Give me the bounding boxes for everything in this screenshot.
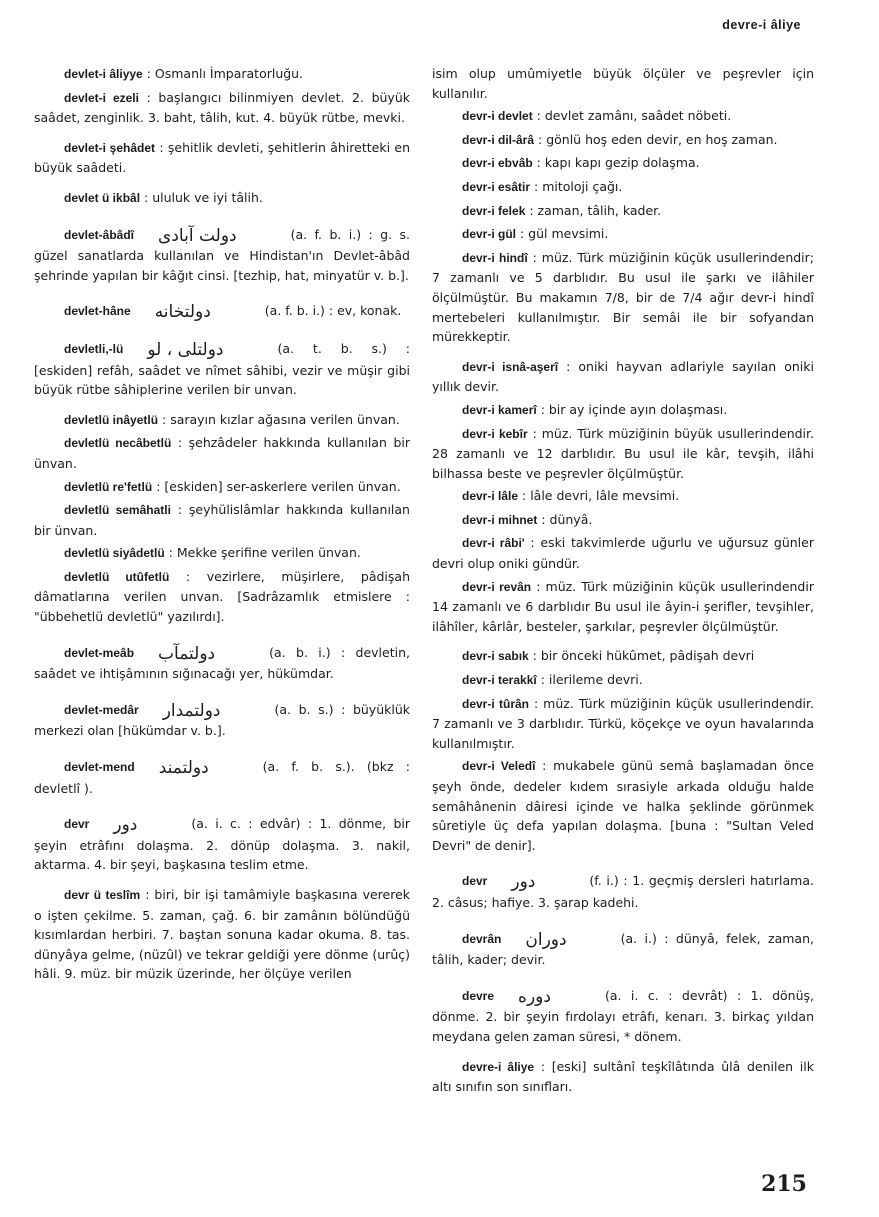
entry xyxy=(34,138,410,178)
headword: devlet-i âliyye xyxy=(64,67,143,81)
definition: (a. f. b. s.). (bkz : devletlî ). xyxy=(34,759,410,796)
headword: devletlü inâyetlü xyxy=(64,412,159,427)
headword: devr-i dil-ârâ xyxy=(462,132,535,147)
arabic-script: دوران xyxy=(525,929,567,950)
headword: devr-i felek xyxy=(462,203,526,218)
entry xyxy=(34,814,410,875)
entry xyxy=(432,201,814,222)
arabic-script: دولتمند xyxy=(158,758,209,779)
entry xyxy=(34,88,410,128)
definition: (a. f. b. i.) : g. s. güzel sanatlarda kullanılan ve Hindistan'ın Devlet-âbâd şehrinde yapılan bir kâğıt cinsi. [tezhip, hat, minyatür v. b.]. xyxy=(34,226,410,283)
definition: : eski takvimlerde uğurlu ve uğursuz günler devri olup oniki gündür. xyxy=(432,535,814,572)
headword: devr-i revân xyxy=(462,579,532,594)
entry xyxy=(432,177,814,198)
entry xyxy=(34,410,410,431)
headword: devr-i devlet xyxy=(462,109,533,124)
headword: devr-i hindî xyxy=(462,250,528,265)
entry xyxy=(432,756,814,855)
entry xyxy=(432,224,814,245)
headword: devr-i kamerî xyxy=(462,402,537,417)
definition: : mitoloji çağı. xyxy=(530,178,623,194)
arabic-script: دولتلى ، لو xyxy=(147,339,224,360)
headword: devr-i lâle xyxy=(462,489,519,504)
entry xyxy=(34,64,410,85)
definition: : müz. Türk müziğinin büyük usullerindendir. 28 zamanlı ve 12 darblıdır. Bu usul ile kâr, tevşih, ilâhi bilhassa beste ve peşrevler ölçülmüştür. xyxy=(432,425,814,481)
definition: (a. f. b. i.) : ev, konak. xyxy=(264,303,402,319)
headword: devletlü semâhatli xyxy=(64,503,171,518)
definition: : bir ay içinde ayın dolaşması. xyxy=(536,401,728,417)
entry xyxy=(432,577,814,637)
headword: devr-i ebvâb xyxy=(462,156,533,171)
definition: (f. i.) : 1. geçmiş dersleri hatırlama. 2. câsus; hafiye. 3. şarap kadehi. xyxy=(432,873,814,910)
entry xyxy=(432,486,814,507)
headword: devletli,-lü xyxy=(64,341,124,356)
headword: devr-i gül xyxy=(462,227,517,242)
definition: (a. i. c. : devrât) : 1. dönüş, dönme. 2. bir şeyin fırdolayı etrâfı, kenarı. 3. birkaç yıldan meydana gelen zaman süresi, * dönem. xyxy=(432,987,814,1044)
headword: devr-i sabık xyxy=(462,649,529,664)
headword: devr-i terakkî xyxy=(462,673,537,688)
headword: devletlü re'fetlü xyxy=(64,479,153,494)
definition: : müz. Türk müziğinin küçük usullerindendir. 7 zamanlı ve 3 darblıdır. Türkü, köçekçe ve oyun havalarında kullanılmıştır. xyxy=(432,695,814,751)
headword: devlet-mend xyxy=(64,760,135,775)
entry xyxy=(432,106,814,127)
entry xyxy=(432,670,814,691)
definition: : Mekke şerifine verilen ünvan. xyxy=(164,545,361,561)
definition: (a. t. b. s.) : [eskiden] refâh, saâdet ve nîmet sâhibi, vezir ve müşir gibi büyük rütbe sâhiplerine verilen bir unvan. xyxy=(34,340,410,398)
entry xyxy=(432,871,814,912)
entry xyxy=(34,700,410,741)
definition: : devlet zamânı, saâdet nöbeti. xyxy=(532,108,732,124)
definition: : şehitlik devleti, şehitlerin âhiretteki en büyük saâdeti. xyxy=(34,139,410,176)
definition: : Osmanlı İmparatorluğu. xyxy=(142,66,304,81)
definition: : ilerileme devri. xyxy=(536,672,643,688)
definition: : oniki hayvan adlariyle sayılan oniki yıllık devir. xyxy=(432,358,814,395)
definition: : [eski] sultânî teşkîlâtında ûlâ denilen ilk altı sınıfın son sınıfları. xyxy=(432,1058,814,1095)
entry xyxy=(34,225,410,286)
entry xyxy=(432,1057,814,1097)
headword: devlet-i ezeli xyxy=(64,90,139,105)
headword: devre-i âliye xyxy=(462,1059,535,1074)
right-column xyxy=(432,64,814,1097)
headword: devr-i Veledî xyxy=(462,759,536,774)
headword: devletlü siyâdetlü xyxy=(64,546,165,561)
running-head: devre-i âliye xyxy=(722,18,801,32)
entry xyxy=(432,510,814,531)
definition: : başlangıcı bilinmiyen devlet. 2. büyük saâdet, zenginlik. 3. baht, tâlih, kut. 4. büyük rütbe, mevki. xyxy=(34,89,410,126)
entry xyxy=(34,643,410,684)
entry xyxy=(432,357,814,397)
definition: : mukabele günü semâ başlamadan önce şeyh önde, dedeler kıdem sırasiyle arkada olduğu halde semâhânenin dâiresi içinde ve halka şeklinde görünmek sûretiyle üç defa yapılan dolaşma. [buna : "Sultan Veled Devri" de denir]. xyxy=(432,758,814,853)
arabic-script: دور xyxy=(113,815,138,836)
headword: devr ü teslîm xyxy=(64,888,141,902)
headword: devlet-i şehâdet xyxy=(64,140,156,155)
definition: (a. b. s.) : büyüklük merkezi olan [hükümdar v. b.]. xyxy=(34,701,410,739)
entry xyxy=(432,986,814,1047)
definition: : müz. Türk müziğinin küçük usullerindendir; 7 zamanlı ve 5 darblıdır. Bu usul ile şarkı ve ilâhiler ölçülmüştür. Bu makamın 7/8, bir de 7/4 ağır devr-i hindî mertebeleri kullanılmıştır. Bir semâi ile bir sofyandan mürekkeptir. xyxy=(432,249,814,345)
entry xyxy=(432,533,814,573)
headword: devlet ü ikbâl xyxy=(64,190,141,205)
definition: : [eskiden] ser-askerlere verilen ünvan. xyxy=(152,478,401,494)
entry xyxy=(432,153,814,174)
definition: (a. i.) : dünyâ, felek, zaman, tâlih, kader; devir. xyxy=(432,930,814,968)
definition: : sarayın kızlar ağasına verilen ünvan. xyxy=(158,411,400,427)
entry xyxy=(432,929,814,970)
definition: : biri, bir işi tamâmiyle başkasına vererek o işten çekilme. 5. zaman, çağ. 6. bir zamânın bölündüğü kısımlardan herbiri. 7. baştan sonuna kadar okuma. 8. tas. dünyâya gelme, (nüzûl) ve tekrar geldiği yere dönme (urûç) hâli. 9. müz. bir müzik üzerinde, her ölçüye verilen xyxy=(34,887,411,982)
continuation-text: isim olup umûmiyetle büyük ölçüler ve peşrevler için kullanılır. xyxy=(432,66,814,101)
headword: devlet-âbâdî xyxy=(64,227,135,242)
entry xyxy=(34,500,410,540)
entry xyxy=(34,543,410,564)
headword: devlet-hâne xyxy=(64,304,131,319)
entry xyxy=(34,188,410,209)
headword: devr-i tûrân xyxy=(462,696,530,711)
headword: devlet-meâb xyxy=(64,645,135,660)
entry xyxy=(432,130,814,151)
definition: : vezirlere, müşirlere, pâdişah dâmatlarına verilen unvan. [Sadrâzamlık etmislere : "übbehetlü devletlü" yazılırdı]. xyxy=(34,568,410,625)
headword: devre xyxy=(462,988,495,1003)
arabic-script: دولتمدار xyxy=(162,700,221,721)
definition: : zaman, tâlih, kader. xyxy=(525,202,662,218)
left-column xyxy=(34,64,410,984)
headword: devr xyxy=(64,817,90,832)
headword: devr-i mihnet xyxy=(462,512,538,527)
definition: : lâle devri, lâle mevsimi. xyxy=(518,488,680,504)
definition: : gül mevsimi. xyxy=(516,226,609,242)
entry xyxy=(34,757,410,798)
definition: : ululuk ve iyi tâlih. xyxy=(140,189,263,205)
entry xyxy=(34,339,410,400)
entry xyxy=(432,646,814,667)
definition: (a. i. c. : edvâr) : 1. dönme, bir şeyin etrâfını dolaşma. 2. dönüp dolaşma. 3. nakil, aktarma. 4. bir şeyi, başkasına teslim etme. xyxy=(34,816,410,873)
entry xyxy=(34,885,410,984)
definition: (a. b. i.) : devletin, saâdet ve ihtişâmının sığınacağı yer, hükümdar. xyxy=(34,644,410,682)
arabic-script: دوره xyxy=(518,986,551,1007)
definition: : şeyhülislâmlar hakkında kullanılan bir ünvan. xyxy=(34,502,410,538)
headword: devr-i isnâ-aşerî xyxy=(462,359,559,374)
headword: devr xyxy=(462,874,488,889)
definition: : kapı kapı gezip dolaşma. xyxy=(532,155,700,171)
arabic-script: دولتخانه xyxy=(154,302,211,323)
entry xyxy=(34,477,410,498)
headword: devletlü utûfetlü xyxy=(64,569,170,584)
entry xyxy=(34,433,410,473)
entry xyxy=(432,424,814,484)
headword: devlet-medâr xyxy=(64,702,139,717)
definition: : müz. Türk müziğinin küçük usullerindendir 14 zamanlı ve 6 darblıdır Bu usul ile âyin-i şerifler, tevşihler, ilâhîler, kârlâr, besteler, şarkılar, peşrevler ölçülmüştür. xyxy=(432,578,814,634)
definition: : bir önceki hükûmet, pâdişah devri xyxy=(528,648,755,664)
headword: devr-i kebîr xyxy=(462,426,528,441)
arabic-script: دور xyxy=(511,872,536,893)
headword: devr-i râbi' xyxy=(462,536,525,551)
arabic-script: دولت آبادى xyxy=(158,225,237,246)
definition: : şehzâdeler hakkında kullanılan bir ünvan. xyxy=(34,435,410,471)
headword: devrân xyxy=(462,931,502,946)
entry xyxy=(34,567,410,627)
headword: devletlü necâbetlü xyxy=(64,436,172,451)
arabic-script: دولتمآب xyxy=(158,643,216,664)
headword: devr-i esâtir xyxy=(462,179,531,194)
entry xyxy=(432,694,814,754)
entry xyxy=(34,301,410,323)
entry xyxy=(432,248,814,347)
entry xyxy=(432,400,814,421)
page-number: 215 xyxy=(761,1171,807,1197)
definition: : gönlü hoş eden devir, en hoş zaman. xyxy=(534,131,778,147)
definition: : dünyâ. xyxy=(537,511,593,527)
